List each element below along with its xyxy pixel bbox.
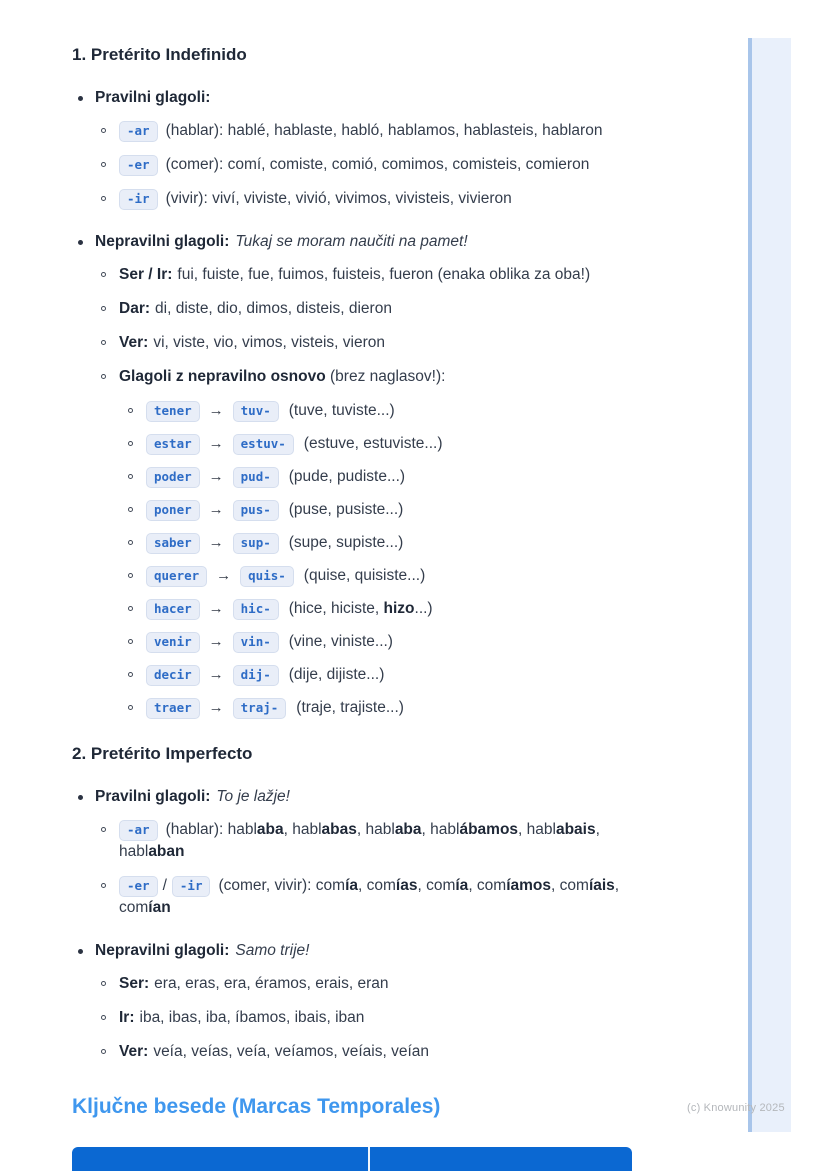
list-item-label: Pravilni glagoli:	[95, 89, 211, 106]
stem-example: (estuve, estuviste...)	[303, 435, 443, 452]
code-chip-ar: -ar	[119, 820, 158, 841]
code-chip-verb: hacer	[146, 599, 200, 620]
list-item-stem-tener	[128, 400, 634, 422]
code-chip-stem: vin-	[233, 632, 279, 653]
list-item-ar-indefinido	[101, 120, 634, 142]
conjugation-text: (hablar): hablé, hablaste, habló, hablamos, hablasteis, hablaron	[165, 122, 603, 139]
document-content	[72, 0, 634, 1171]
arrow-right-icon: →	[208, 534, 224, 551]
circle-bullet-icon	[128, 705, 133, 710]
conjugation-text: veía, veías, veía, veíamos, veíais, veían	[153, 1043, 430, 1060]
list-item-ser-imperfecto	[101, 973, 634, 995]
code-chip-stem: tuv-	[233, 401, 279, 422]
stem-example: (dije, dijiste...)	[288, 666, 385, 683]
list-item-stem-saber	[128, 532, 634, 554]
stem-example: (puse, pusiste...)	[288, 501, 404, 518]
circle-bullet-icon	[128, 441, 133, 446]
list-item-stem-venir	[128, 631, 634, 653]
bullet-icon	[78, 240, 83, 245]
code-chip-ar: -ar	[119, 121, 158, 142]
list-item-ar-imperfecto	[101, 819, 634, 863]
circle-bullet-icon	[128, 672, 133, 677]
stem-example: (pude, pudiste...)	[288, 468, 406, 485]
circle-bullet-icon	[101, 374, 106, 379]
verb-label: Ver:	[119, 1043, 149, 1060]
stems-heading-bold: Glagoli z nepravilno osnovo	[119, 368, 326, 385]
heading-preterito-imperfecto: 2. Pretérito Imperfecto	[72, 744, 253, 763]
circle-bullet-icon	[101, 196, 106, 201]
circle-bullet-icon	[128, 639, 133, 644]
code-chip-verb: saber	[146, 533, 200, 554]
circle-bullet-icon	[128, 507, 133, 512]
code-chip-stem: hic-	[233, 599, 279, 620]
circle-bullet-icon	[101, 1049, 106, 1054]
circle-bullet-icon	[101, 128, 106, 133]
heading-preterito-indefinido: 1. Pretérito Indefinido	[72, 45, 247, 64]
list-item-stem-decir	[128, 664, 634, 686]
code-chip-stem: quis-	[240, 566, 294, 587]
table-header-cell-left	[72, 1147, 368, 1171]
code-chip-stem: dij-	[233, 665, 279, 686]
list-item-stems-heading	[101, 366, 634, 388]
conjugation-text: (hablar): hablaba, hablabas, hablaba, hablábamos, hablabais, hablaban	[119, 821, 600, 860]
list-item-ver-imperfecto	[101, 1041, 634, 1063]
arrow-right-icon: →	[208, 402, 224, 419]
verb-label: Ser:	[119, 975, 150, 992]
conjugation-text: (vivir): viví, viviste, vivió, vivimos, vivisteis, vivieron	[165, 190, 512, 207]
arrow-right-icon: →	[208, 435, 224, 452]
circle-bullet-icon	[128, 540, 133, 545]
table-header-cell-right	[370, 1147, 632, 1171]
circle-bullet-icon	[101, 827, 106, 832]
list-item-label: Nepravilni glagoli:	[95, 233, 230, 250]
list-item-er-indefinido	[101, 154, 634, 176]
scrollbar[interactable]	[748, 38, 791, 1132]
circle-bullet-icon	[101, 981, 106, 986]
memo-note: Tukaj se moram naučiti na pamet!	[235, 233, 468, 250]
list-item-pravilni-glagoli-1	[78, 87, 634, 109]
bullet-icon	[78, 949, 83, 954]
heading-marcas-temporales: Ključne besede (Marcas Temporales)	[72, 1095, 441, 1118]
code-chip-stem: traj-	[233, 698, 287, 719]
list-item-stem-querer	[128, 565, 634, 587]
code-chip-verb: venir	[146, 632, 200, 653]
conjugation-text: iba, ibas, iba, íbamos, ibais, iban	[139, 1009, 365, 1026]
circle-bullet-icon	[128, 474, 133, 479]
circle-bullet-icon	[101, 162, 106, 167]
arrow-right-icon: →	[208, 666, 224, 683]
table-header-row	[72, 1147, 632, 1171]
circle-bullet-icon	[128, 606, 133, 611]
circle-bullet-icon	[101, 272, 106, 277]
circle-bullet-icon	[101, 883, 106, 888]
stem-example: (tuve, tuviste...)	[288, 402, 395, 419]
verb-label: Ir:	[119, 1009, 135, 1026]
list-item-label: Pravilni glagoli:	[95, 788, 211, 805]
stem-example: (vine, viniste...)	[288, 633, 393, 650]
code-chip-verb: poder	[146, 467, 200, 488]
circle-bullet-icon	[128, 573, 133, 578]
circle-bullet-icon	[101, 340, 106, 345]
stem-example: (supe, supiste...)	[288, 534, 404, 551]
code-chip-stem: pus-	[233, 500, 279, 521]
circle-bullet-icon	[128, 408, 133, 413]
arrow-right-icon: →	[216, 567, 232, 584]
conjugation-text: di, diste, dio, dimos, disteis, dieron	[155, 300, 392, 317]
stem-example: (traje, trajiste...)	[296, 699, 404, 716]
list-item-ir-indefinido	[101, 188, 634, 210]
code-chip-stem: estuv-	[233, 434, 294, 455]
bullet-icon	[78, 795, 83, 800]
code-chip-verb: decir	[146, 665, 200, 686]
list-item-nepravilni-glagoli-2	[78, 940, 634, 962]
code-chip-verb: estar	[146, 434, 200, 455]
circle-bullet-icon	[101, 1015, 106, 1020]
code-chip-er: -er	[119, 876, 158, 897]
list-item-stem-traer	[128, 697, 634, 719]
code-chip-verb: poner	[146, 500, 200, 521]
arrow-right-icon: →	[208, 699, 224, 716]
conjugation-text: vi, viste, vio, vimos, visteis, vieron	[153, 334, 386, 351]
code-chip-ir: -ir	[119, 189, 158, 210]
list-item-ir-imperfecto	[101, 1007, 634, 1029]
code-chip-ir: -ir	[172, 876, 211, 897]
verb-label: Ver:	[119, 334, 149, 351]
slash-separator: /	[162, 877, 167, 894]
conjugation-text: era, eras, era, éramos, erais, eran	[154, 975, 389, 992]
list-item-stem-poner	[128, 499, 634, 521]
arrow-right-icon: →	[208, 633, 224, 650]
verb-label: Ser / Ir:	[119, 266, 173, 283]
bullet-icon	[78, 96, 83, 101]
memo-note: To je lažje!	[216, 788, 290, 805]
conjugation-text: (comer): comí, comiste, comió, comimos, comisteis, comieron	[165, 156, 590, 173]
conjugation-text: fui, fuiste, fue, fuimos, fuisteis, fueron (enaka oblika za oba!)	[177, 266, 591, 283]
list-item-er-ir-imperfecto	[101, 875, 634, 919]
list-item-nepravilni-glagoli-1	[78, 231, 634, 253]
list-item-ver	[101, 332, 634, 354]
memo-note: Samo trije!	[235, 942, 310, 959]
stem-example: (quise, quisiste...)	[303, 567, 426, 584]
list-item-stem-poder	[128, 466, 634, 488]
stem-example: (hice, hiciste, hizo...)	[288, 600, 433, 617]
code-chip-stem: sup-	[233, 533, 279, 554]
arrow-right-icon: →	[208, 468, 224, 485]
circle-bullet-icon	[101, 306, 106, 311]
list-item-pravilni-glagoli-2	[78, 786, 634, 808]
stems-heading-rest: (brez naglasov!):	[325, 368, 446, 385]
list-item-stem-estar	[128, 433, 634, 455]
arrow-right-icon: →	[208, 600, 224, 617]
code-chip-verb: tener	[146, 401, 200, 422]
list-item-ser-ir	[101, 264, 634, 286]
arrow-right-icon: →	[208, 501, 224, 518]
list-item-stem-hacer	[128, 598, 634, 620]
verb-label: Dar:	[119, 300, 151, 317]
conjugation-text: (comer, vivir): comía, comías, comía, comíamos, comíais, comían	[119, 877, 620, 916]
code-chip-stem: pud-	[233, 467, 279, 488]
code-chip-verb: querer	[146, 566, 207, 587]
list-item-label: Nepravilni glagoli:	[95, 942, 230, 959]
list-item-dar	[101, 298, 634, 320]
watermark-text: (c) Knowunity 2025	[687, 1102, 785, 1114]
code-chip-er: -er	[119, 155, 158, 176]
code-chip-verb: traer	[146, 698, 200, 719]
